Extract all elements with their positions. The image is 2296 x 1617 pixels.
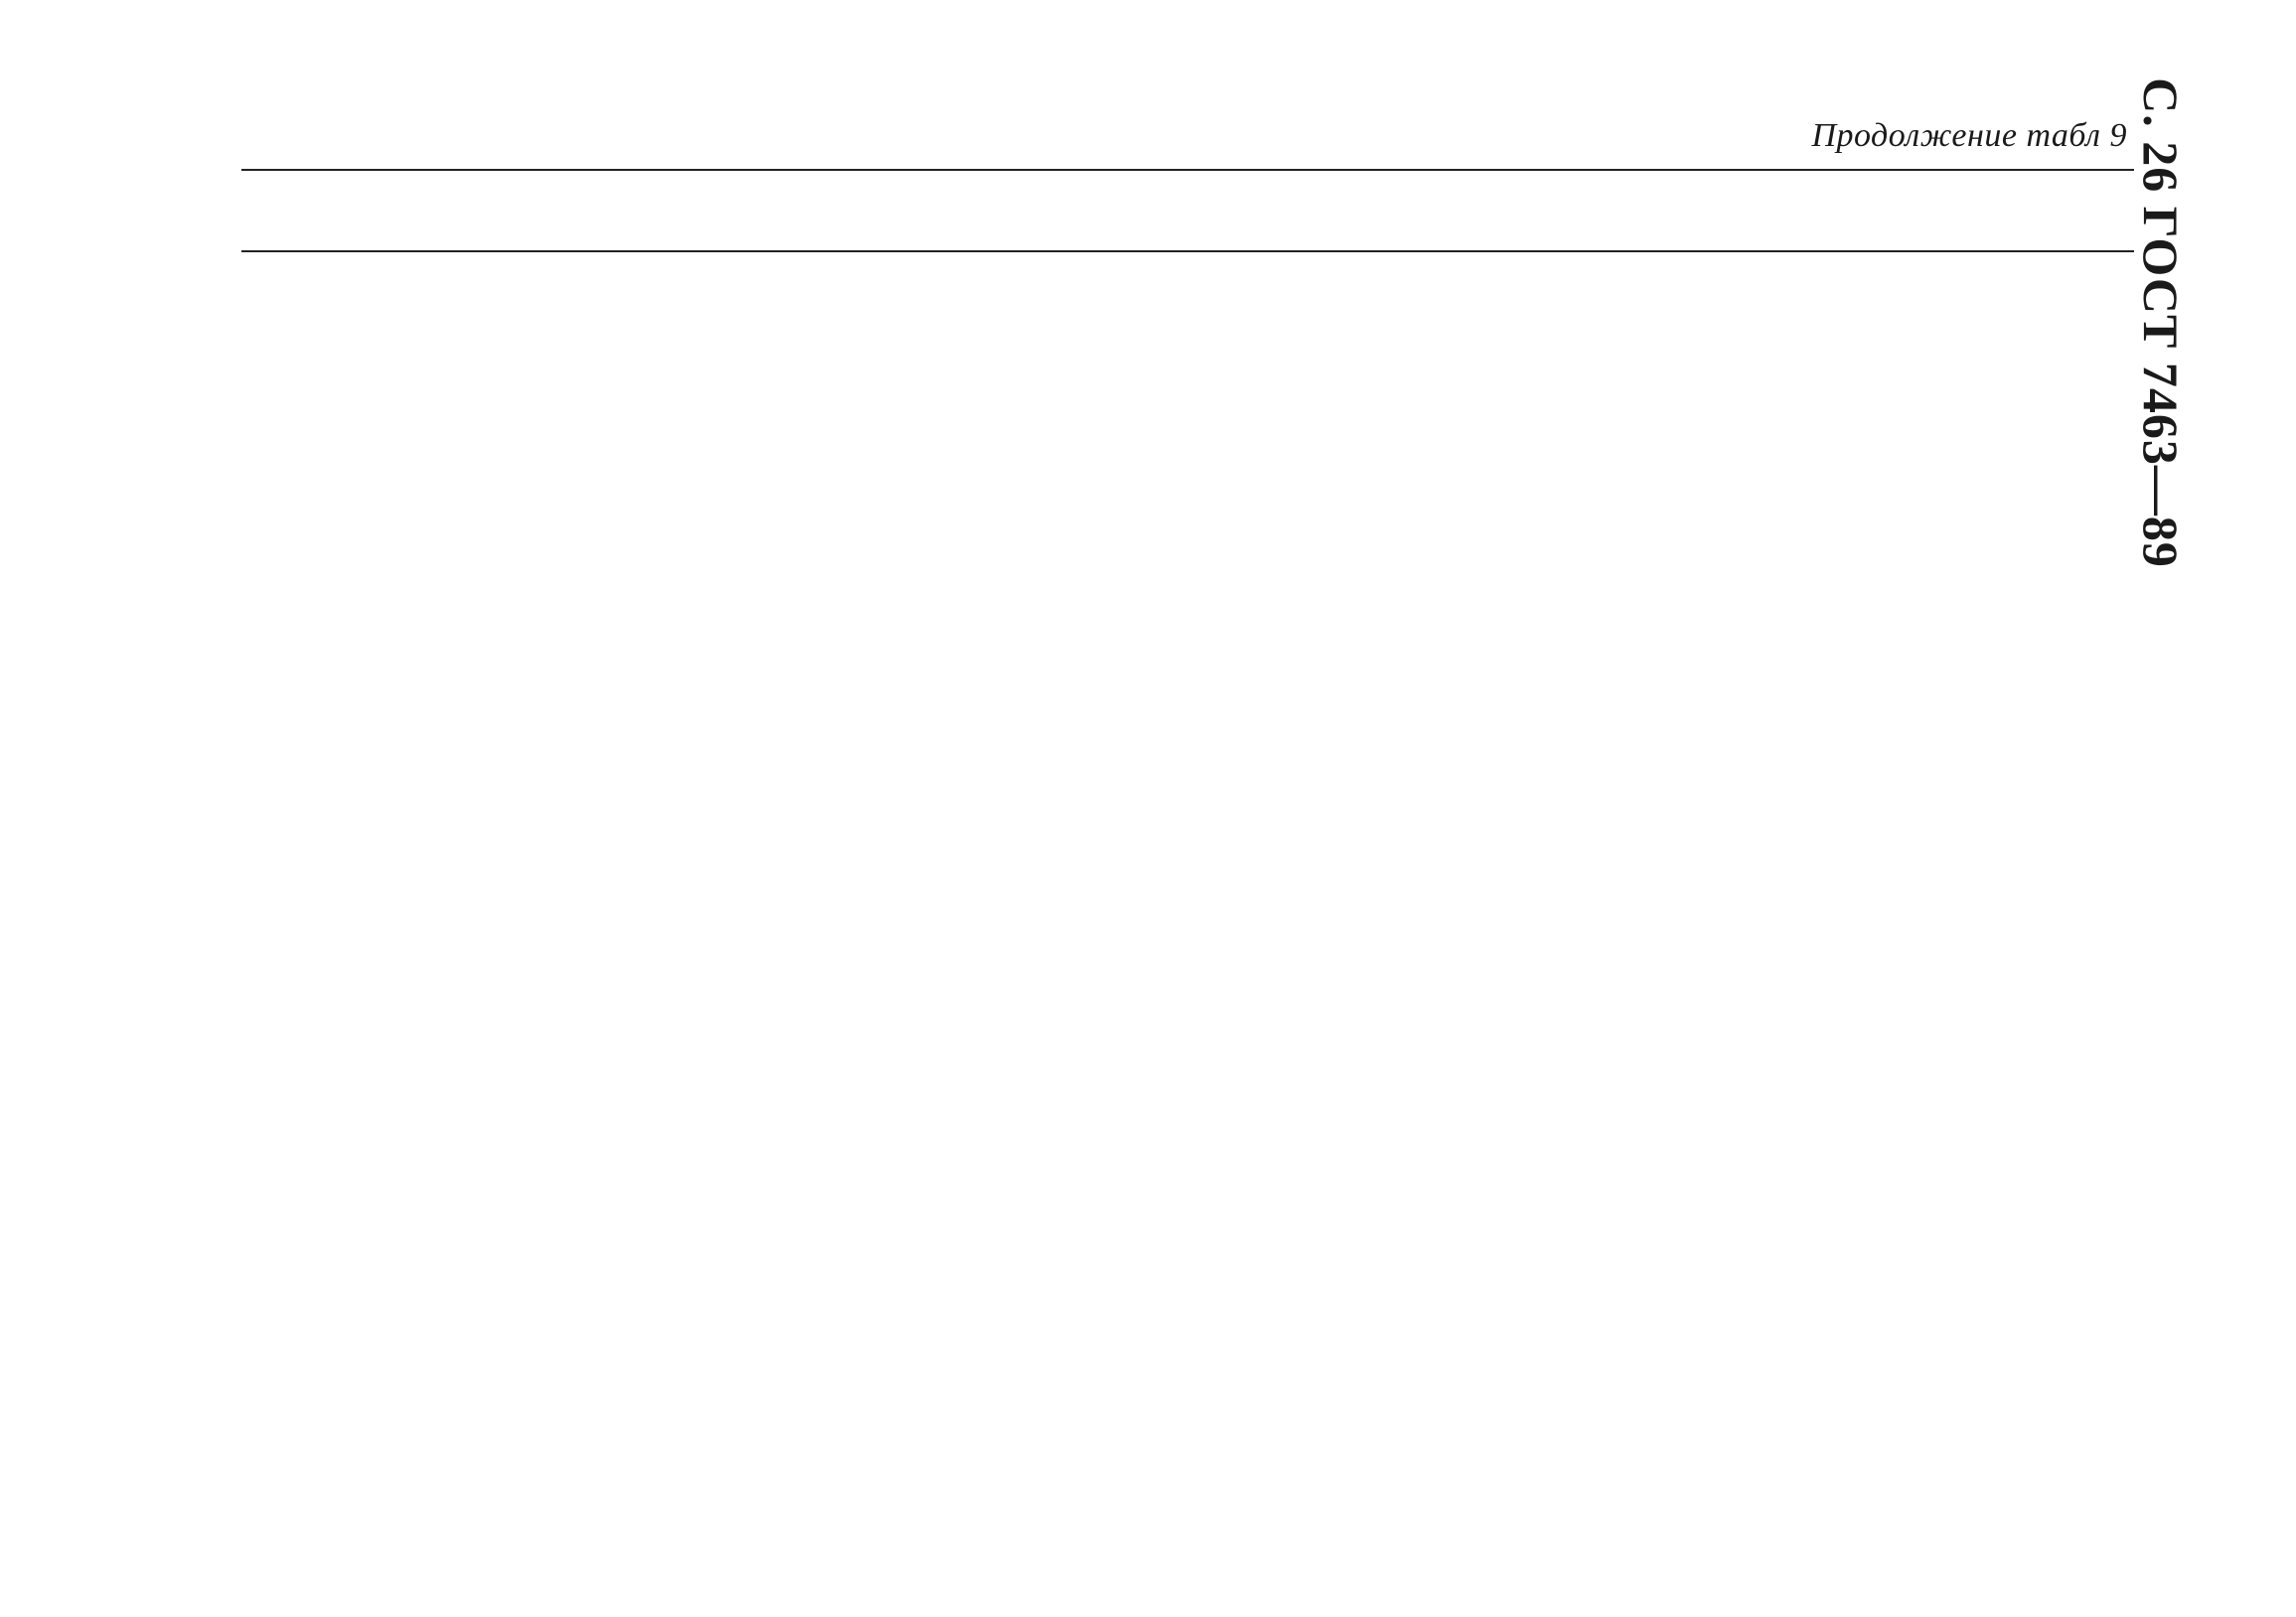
page-number-and-standard: С. 26 ГОСТ 7463—89: [2133, 77, 2190, 568]
header-top-rule: [241, 169, 2134, 171]
table-caption: Продолжение табл 9: [1811, 117, 2127, 154]
side-page-label: [2116, 77, 2206, 568]
pressure-row-rule: [241, 250, 2134, 252]
